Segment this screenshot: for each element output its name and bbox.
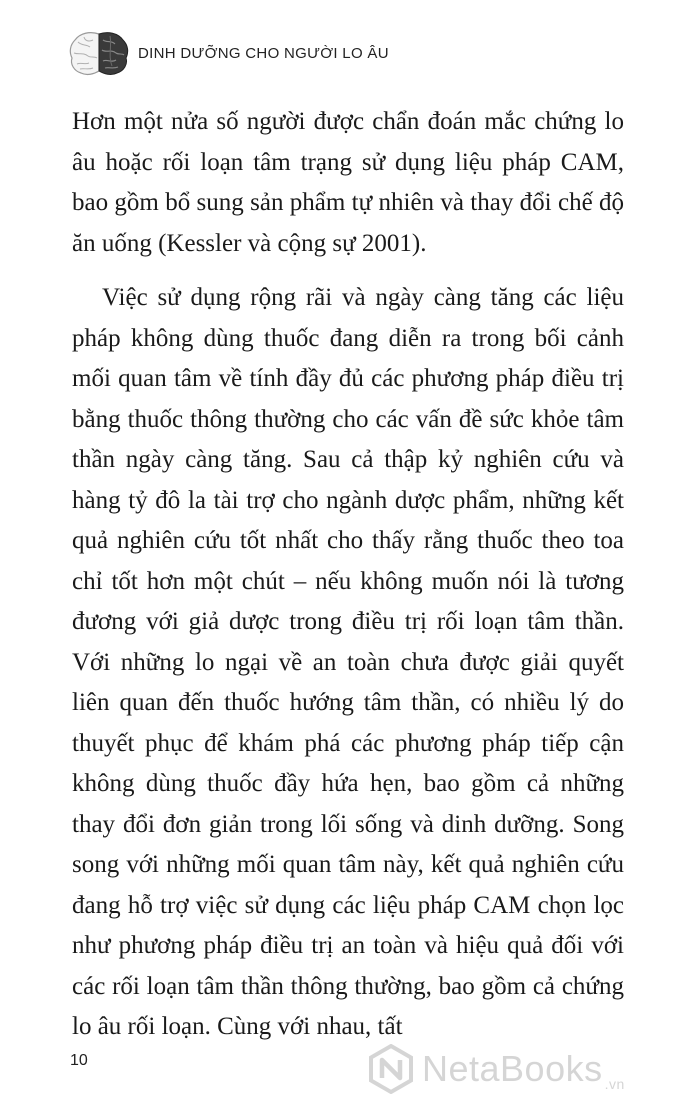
watermark-brand-name: NetaBooks [422,1048,603,1089]
paragraph-1: Hơn một nửa số người được chẩn đoán mắc chứng lo âu hoặc rối loạn tâm trạng sử dụng liệu pháp CAM, bao gồm bổ sung sản phẩm tự nhiên và thay đổi chế độ ăn uống (Kessler và cộng sự 2001). [72,108,624,257]
page-number: 10 [70,1052,88,1069]
running-title: DINH DƯỠNG CHO NGƯỜI LO ÂU [138,44,389,62]
paragraph-2: Việc sử dụng rộng rãi và ngày càng tăng các liệu pháp không dùng thuốc đang diễn ra trong bối cảnh mối quan tâm về tính đầy đủ các phương pháp điều trị bằng thuốc thông thường cho các vấn đề sức khỏe tâm thần ngày càng tăng. Sau cả thập kỷ nghiên cứu và hàng tỷ đô la tài trợ cho ngành dược phẩm, những kết quả nghiên cứu tốt nhất cho thấy rằng thuốc theo toa chỉ tốt hơn một chút – nếu không muốn nói là tương đương với giả dược trong điều trị rối loạn tâm thần. Với những lo ngại về an toàn chưa được giải quyết liên quan đến thuốc hướng tâm thần, có nhiều lý do thuyết phục để khám phá các phương pháp tiếp cận không dùng thuốc đầy hứa hẹn, bao gồm cả những thay đổi đơn giản trong lối sống và dinh dưỡng. Song song với những mối quan tâm này, kết quả nghiên cứu đang hỗ trợ việc sử dụng các liệu pháp CAM chọn lọc như phương pháp điều trị an toàn và hiệu quả đối với các rối loạn tâm thần thông thường, bao gồm cả chứng lo âu rối loạn. Cùng với nhau, tất [72,284,624,1040]
body-text [72,102,624,1048]
watermark-suffix: .vn [604,1076,625,1092]
watermark-brand [422,1048,625,1090]
netabooks-logo-icon [366,1044,416,1094]
watermark [366,1044,625,1094]
page-header [66,28,389,78]
brain-icon [66,28,132,78]
